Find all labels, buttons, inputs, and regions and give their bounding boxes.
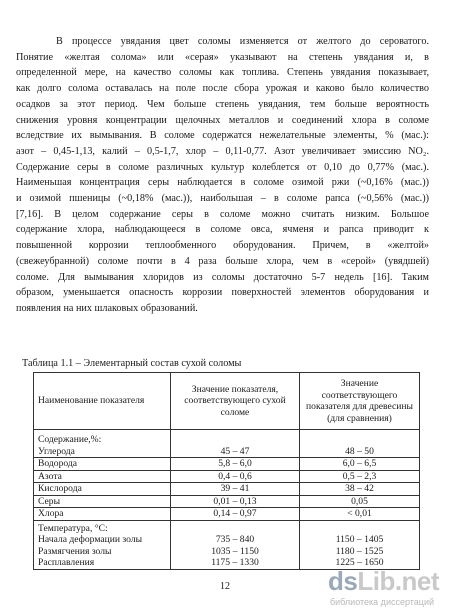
- text-line: В процессе увядания цвет соломы изменяется от желтого до сероватого.: [56, 36, 429, 47]
- row-label: Азота: [34, 470, 171, 483]
- table-row: [34, 495, 420, 508]
- straw-value: 0,01 – 0,13: [171, 495, 300, 508]
- header-cell: Наименование показателя: [34, 373, 171, 430]
- watermark: [328, 566, 448, 610]
- row-label: Серы: [34, 495, 171, 508]
- text-line: Понятие «желтая солома» или «серая» указывают на степень увядания и, в: [16, 51, 429, 63]
- page-number: 12: [220, 581, 230, 592]
- text-line: азот – 0,45-1,13, калий – 0,5-1,7, хлор – 0,11-0,77. Азот увеличивает эмиссию NO₂.: [16, 145, 429, 157]
- text-line: как долго солома оставалась на поле после сбора урожая и каково было количество: [16, 83, 429, 95]
- wood-value: 0,05: [300, 495, 420, 508]
- table-row: [34, 483, 420, 496]
- text-line: вследствие их вымывания. В соломе содержатся нежелательные элементы, % (мас.):: [16, 130, 429, 142]
- row-label: Углерода: [38, 445, 75, 457]
- table-caption: Таблица 1.1 – Элементарный состав сухой соломы: [22, 358, 242, 369]
- wood-value: 1225 – 1650: [335, 557, 384, 568]
- text-line: определенной мере, на качество соломы как топлива. Степень увядания показывает,: [16, 67, 429, 79]
- text-line: снижения уровня концентрации щелочных металлов и соединений хлора в соломе: [16, 114, 429, 126]
- row-label: Кислорода: [34, 483, 171, 496]
- watermark-logo: [328, 566, 439, 597]
- watermark-subtitle: библиотека диссертаций: [330, 597, 435, 607]
- wood-value: < 0,01: [300, 508, 420, 521]
- text-line: и озимой пшеницы (~0,18% (мас.)), наибольшая – в соломе рапса (~0,56% (мас.)): [16, 193, 429, 205]
- body-paragraph: [16, 34, 429, 317]
- straw-value: 5,8 – 6,0: [171, 458, 300, 471]
- header-cell: Значение показателя, соответствующего сухой соломе: [171, 373, 300, 430]
- wood-value: 48 – 50: [300, 430, 420, 458]
- table-row: [34, 520, 420, 569]
- group-title-text: Содержание,%:: [38, 434, 102, 445]
- row-label: Хлора: [34, 508, 171, 521]
- table-row: [34, 430, 420, 458]
- wood-value: 1150 – 1405: [335, 534, 384, 545]
- table-row: [34, 508, 420, 521]
- group-title: [34, 430, 171, 458]
- row-label: Водорода: [34, 458, 171, 471]
- text-line: появления на них шлаковых образований.: [16, 302, 198, 314]
- text-line: [7,16]. В целом содержание серы в соломе можно считать низким. Большое: [16, 208, 429, 220]
- header-cell: Значение соответствующего показателя для древесины (для сравнения): [300, 373, 420, 430]
- text-line: Содержание серы в соломе различных культур колеблется от 0,10 до 0,77% (мас.).: [16, 161, 429, 173]
- row-label: Размягчения золы: [38, 545, 112, 557]
- text-line: повышенной коррозии теплообменного оборудования. Причем, в «желтой»: [16, 240, 429, 252]
- wood-value: 6,0 – 6,5: [300, 458, 420, 471]
- watermark-logo-prefix: ds: [328, 566, 358, 596]
- text-line: соломе. Для вымывания хлоридов из соломы достаточно 5-7 недель [16]. Таким: [16, 271, 429, 283]
- group-title: [34, 520, 171, 569]
- straw-value: 39 – 41: [171, 483, 300, 496]
- wood-value: 0,5 – 2,3: [300, 470, 420, 483]
- wood-value-group: [300, 520, 420, 569]
- row-label: Начала деформации золы: [38, 534, 143, 545]
- table-row: [34, 458, 420, 471]
- straw-value: 735 – 840: [215, 534, 255, 545]
- group-title-text: Температура, °С:: [38, 522, 108, 534]
- straw-value: 45 – 47: [171, 430, 300, 458]
- watermark-logo-suffix: Lib.net: [357, 566, 440, 596]
- wood-value: 1180 – 1525: [335, 545, 384, 557]
- text-line: Наименьшая концентрация серы наблюдается в соломе озимой ржи (~0,16% (мас.)): [16, 177, 429, 189]
- composition-table: [33, 372, 420, 570]
- text-line: осадков за этот период. Чем больше степень увядания, тем больше вероятность: [16, 98, 429, 110]
- straw-value: 1035 – 1150: [211, 545, 259, 557]
- straw-value: 1175 – 1330: [211, 557, 259, 568]
- table-row: [34, 470, 420, 483]
- straw-value-group: [171, 520, 300, 569]
- straw-value: 0,14 – 0,97: [171, 508, 300, 521]
- wood-value: 38 – 42: [300, 483, 420, 496]
- text-line: образом, уменьшается опасность коррозии поверхностей элементов оборудования и: [16, 287, 429, 299]
- text-line: содержание хлора, наблюдающееся в соломе овса, ячменя и рапса приводит к: [16, 224, 429, 236]
- text-line: (свежеубранной) соломе почти в 4 раза больше хлора, чем в «серой» (увядшей): [16, 255, 429, 267]
- table-header-row: [34, 373, 420, 430]
- straw-value: 0,4 – 0,6: [171, 470, 300, 483]
- row-label: Расплавления: [38, 557, 95, 568]
